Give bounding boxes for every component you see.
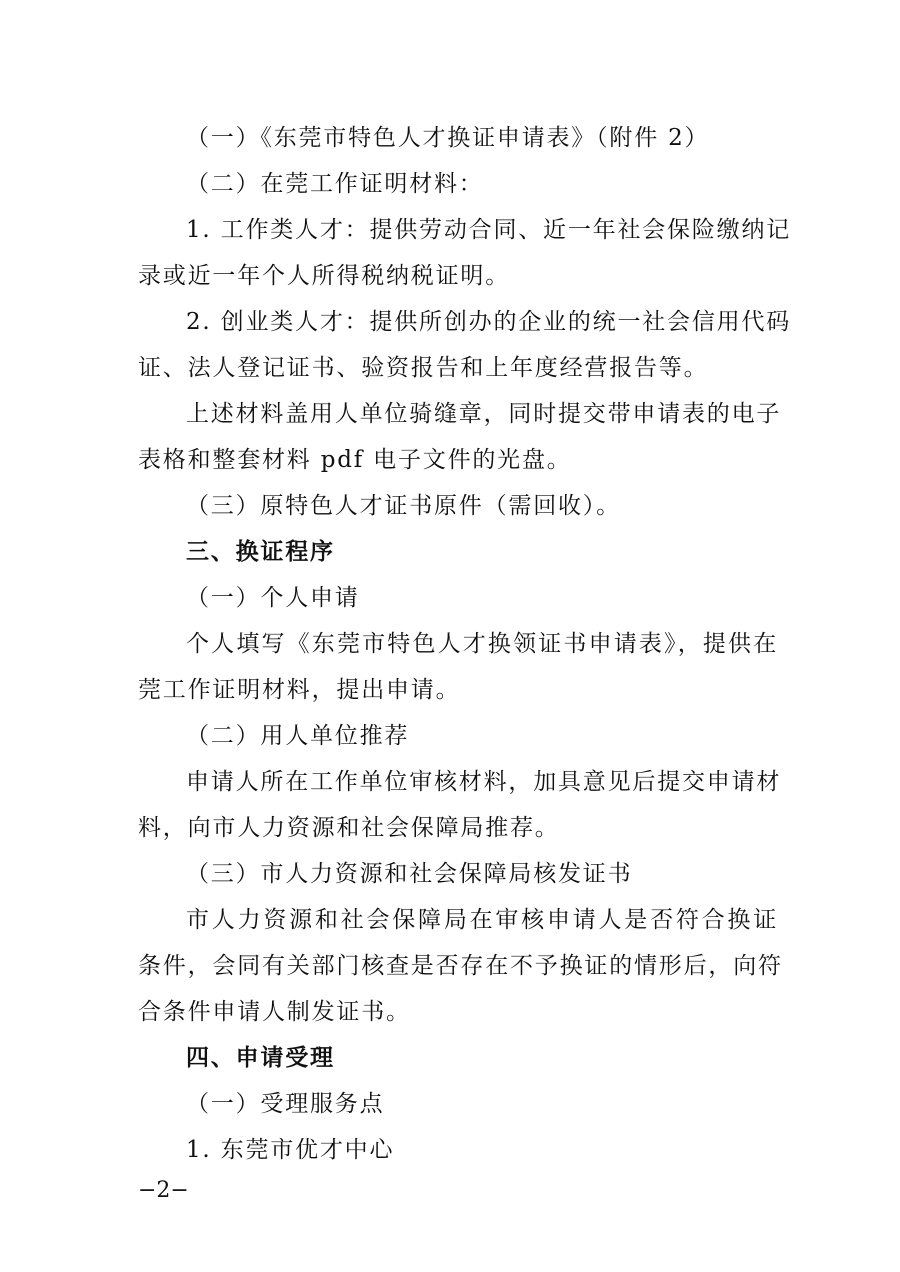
paragraph-line: 录或近一年个人所得税纳税证明。 [138, 263, 510, 289]
list-item: 1. 东莞市优才中心 [186, 1137, 395, 1163]
subsection-heading: （一）个人申请 [186, 585, 360, 611]
subsection-heading: （一）受理服务点 [186, 1091, 385, 1117]
page-number: −2− [138, 1178, 189, 1203]
paragraph-line: 2. 创业类人才：提供所创办的企业的统一社会信用代码 [186, 309, 792, 335]
attachment-item-1: （一）《东莞市特色人才换证申请表》（附件 2） [186, 125, 710, 151]
attachment-item-2-heading: （二）在莞工作证明材料： [186, 171, 484, 197]
paragraph-line: 申请人所在工作单位审核材料，加具意见后提交申请材 [186, 769, 782, 795]
paragraph-line: 个人填写《东莞市特色人才换领证书申请表》，提供在 [186, 631, 778, 657]
section-heading: 四、申请受理 [186, 1044, 335, 1071]
paragraph-line: 证、法人登记证书、验资报告和上年度经营报告等。 [138, 355, 709, 381]
attachment-item-3: （三）原特色人才证书原件（需回收）。 [186, 493, 621, 519]
paragraph-line: 料，向市人力资源和社会保障局推荐。 [138, 815, 560, 841]
subsection-heading: （二）用人单位推荐 [186, 723, 410, 749]
section-heading: 三、换证程序 [186, 538, 335, 565]
paragraph-line: 表格和整套材料 pdf 电子文件的光盘。 [138, 447, 572, 473]
subsection-heading: （三）市人力资源和社会保障局核发证书 [186, 861, 633, 887]
paragraph-line: 条件，会同有关部门核查是否存在不予换证的情形后，向符 [138, 953, 783, 979]
paragraph-line: 上述材料盖用人单位骑缝章，同时提交带申请表的电子 [186, 401, 782, 427]
paragraph-line: 1. 工作类人才：提供劳动合同、近一年社会保险缴纳记 [186, 217, 792, 243]
paragraph-line: 合条件申请人制发证书。 [138, 999, 411, 1025]
paragraph-line: 莞工作证明材料，提出申请。 [138, 677, 461, 703]
paragraph-line: 市人力资源和社会保障局在审核申请人是否符合换证 [186, 907, 778, 933]
